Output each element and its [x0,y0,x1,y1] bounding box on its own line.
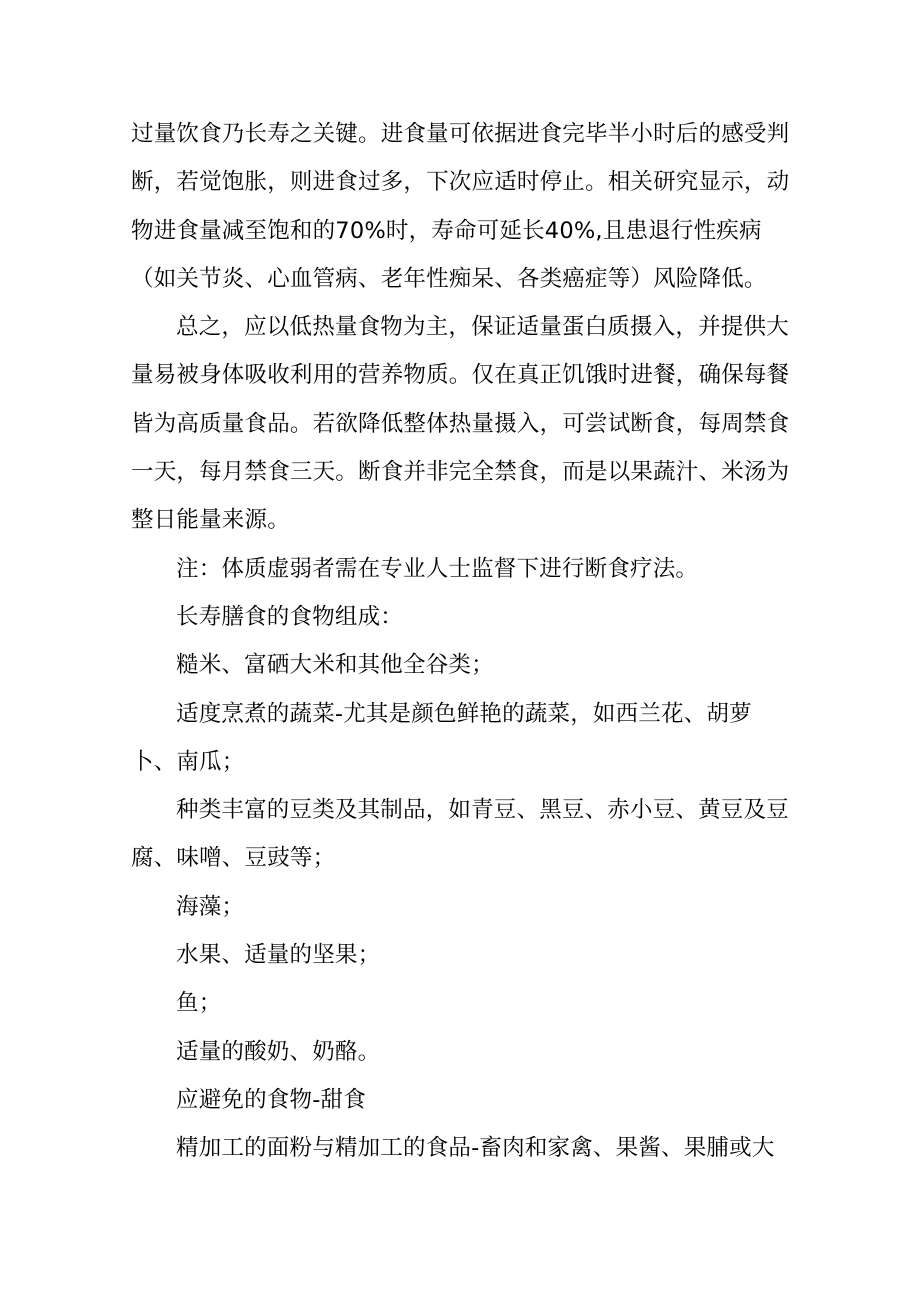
document-body [131,110,796,1173]
list-item-beans: 种类丰富的豆类及其制品，如青豆、黑豆、赤小豆、黄豆及豆腐、味噌、豆豉等； [131,797,789,872]
paragraph-summary: 总之，应以低热量食物为主，保证适量蛋白质摄入，并提供大量易被身体吸收利用的营养物质。仅在真正饥饿时进餐，确保每餐皆为高质量食品。若欲降低整体热量摄入，可尝试断食，每周禁食一天，每月禁食三天。断食并非完全禁食，而是以果蔬汁、米汤为整日能量来源。 [131,314,790,534]
list-item-dairy: 适量的酸奶、奶酪。 [176,1038,381,1065]
paragraph-note: 注：体质虚弱者需在专业人士监督下进行断食疗法。 [176,555,699,582]
paragraph-overeating: 过量饮食乃长寿之关键。进食量可依据进食完毕半小时后的感受判断，若觉饱胀，则进食过多，下次应适时停止。相关研究显示，动物进食量减至饱和的70%时，寿命可延长40%,且患退行性疾病（如关节炎、心血管病、老年性痴呆、各类癌症等）风险降低。 [131,121,790,292]
list-item-fruits-nuts: 水果、适量的坚果； [176,942,381,969]
paragraph-avoid-heading: 应避免的食物-甜食 [176,1086,366,1113]
list-item-seaweed: 海藻； [176,893,245,920]
list-item-vegetables: 适度烹煮的蔬菜-尤其是颜色鲜艳的蔬菜，如西兰花、胡萝卜、南瓜； [131,700,752,775]
paragraph-food-heading: 长寿膳食的食物组成： [176,603,404,630]
paragraph-avoid-processed: 精加工的面粉与精加工的食品-畜肉和家禽、果酱、果脯或大 [176,1135,775,1162]
list-item-fish: 鱼； [176,990,222,1017]
list-item-grains: 糙米、富硒大米和其他全谷类； [176,652,494,679]
